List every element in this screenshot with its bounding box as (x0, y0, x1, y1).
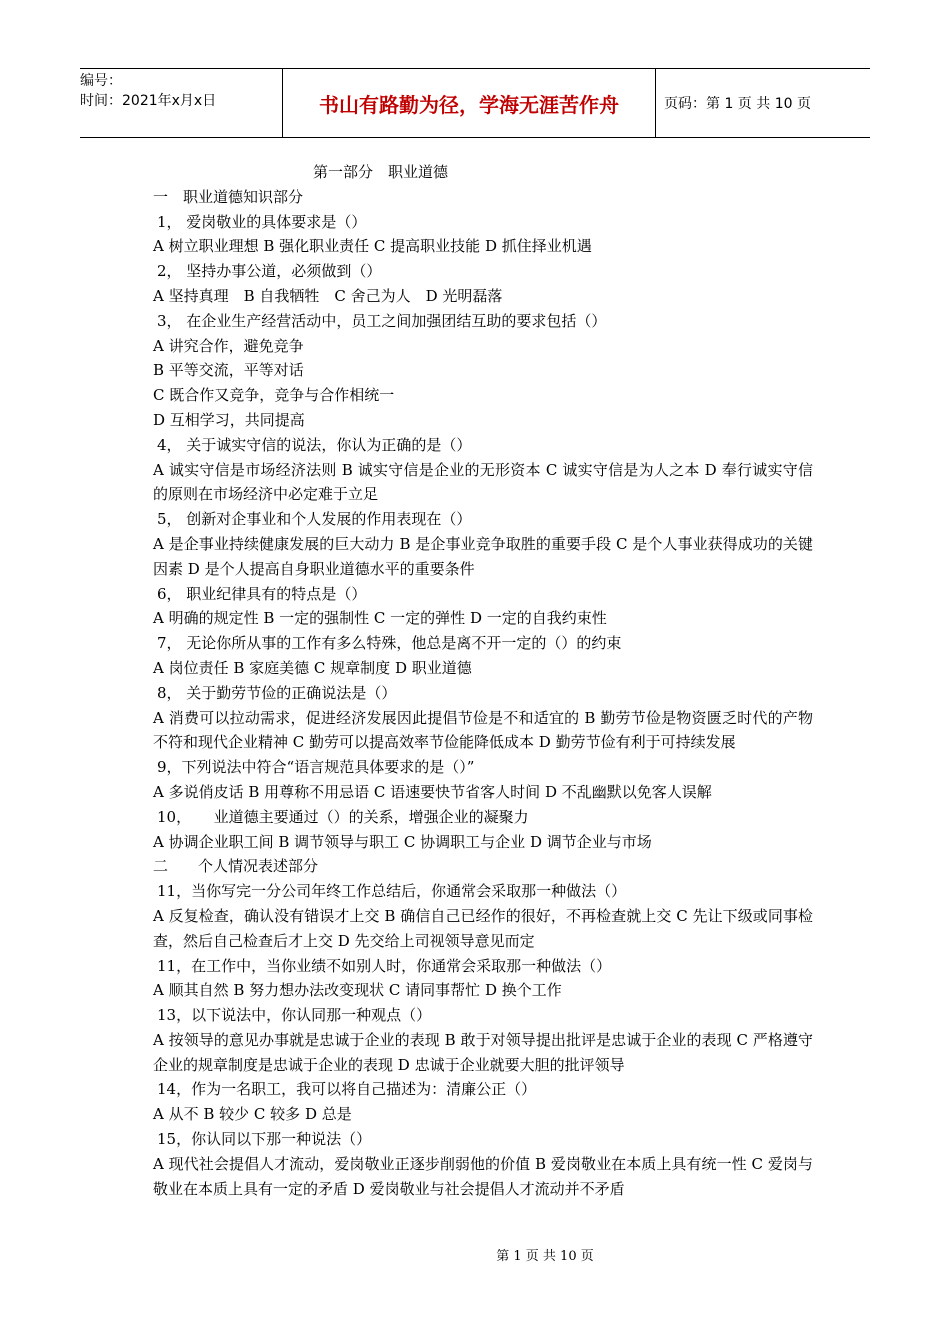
text-line: A 岗位责任 B 家庭美德 C 规章制度 D 职业道德 (153, 658, 472, 677)
answer-options-paragraph: A 反复检查，确认没有错误才上交 B 确信自己已经作的很好，不再检查就上交 C 先让下级或同事检查，然后自己检查后才上交 D 先交给上司视领导意见而定 (153, 906, 813, 950)
question-text: 14，作为一名职工，我可以将自己描述为：清廉公正（） (157, 1080, 537, 1099)
document-number-label: 编号： (80, 73, 122, 89)
text-line: D 互相学习，共同提高 (153, 410, 305, 429)
question-text: 10， 业道德主要通过（）的关系，增强企业的凝聚力 (157, 807, 529, 826)
question-text: 11，当你写完一分公司年终工作总结后，你通常会采取那一种做法（） (157, 882, 627, 901)
header-motto: 书山有路勤为径，学海无涯苦作舟 (283, 69, 656, 137)
question-text: 2， 坚持办事公道，必须做到（） (157, 262, 382, 281)
question-text: 3， 在企业生产经营活动中，员工之间加强团结互助的要求包括（） (157, 311, 607, 330)
answer-options-paragraph: A 是企事业持续健康发展的巨大动力 B 是企事业竞争取胜的重要手段 C 是个人事业获得成功的关键因素 D 是个人提高自身职业道德水平的重要条件 (153, 534, 813, 578)
question-list (153, 185, 813, 1202)
text-line: A 坚持真理 B 自我牺牲 C 舍己为人 D 光明磊落 (153, 286, 503, 305)
text-line: A 从不 B 较少 C 较多 D 总是 (153, 1105, 352, 1124)
document-date-label: 时间：2021年x月x日 (80, 93, 217, 109)
question-text: 13，以下说法中，你认同那一种观点（） (157, 1006, 432, 1025)
text-line: B 平等交流，平等对话 (153, 361, 304, 380)
text-line: A 讲究合作，避免竞争 (153, 336, 304, 355)
text-line: C 既合作又竞争，竞争与合作相统一 (153, 386, 395, 405)
question-text: 1， 爱岗敬业的具体要求是（） (157, 212, 367, 231)
document-body (153, 160, 813, 1201)
question-text: 15，你认同以下那一种说法（） (157, 1130, 372, 1149)
page-footer: 第 1 页 共 10 页 (496, 1249, 594, 1264)
header-page-info: 页码：第 1 页 共 10 页 (664, 96, 811, 112)
question-text: 4， 关于诚实守信的说法，你认为正确的是（） (157, 435, 472, 454)
answer-options-paragraph: A 按领导的意见办事就是忠诚于企业的表现 B 敢于对领导提出批评是忠诚于企业的表现 C 严格遵守企业的规章制度是忠诚于企业的表现 D 忠诚于企业就要大胆的批评领导 (153, 1030, 813, 1074)
header-meta (80, 69, 283, 137)
question-text: 11，在工作中，当你业绩不如别人时，你通常会采取那一种做法（） (157, 956, 612, 975)
text-line: A 树立职业理想 B 强化职业责任 C 提高职业技能 D 抓住择业机遇 (153, 237, 592, 256)
question-text: 8， 关于勤劳节俭的正确说法是（） (157, 683, 397, 702)
text-line: A 明确的规定性 B 一定的强制性 C 一定的弹性 D 一定的自我约束性 (153, 609, 607, 628)
text-line: A 协调企业职工间 B 调节领导与职工 C 协调职工与企业 D 调节企业与市场 (153, 832, 652, 851)
page-header (80, 68, 870, 138)
answer-options-paragraph: A 诚实守信是市场经济法则 B 诚实守信是企业的无形资本 C 诚实守信是为人之本 D 奉行诚实守信的原则在市场经济中必定难于立足 (153, 460, 813, 504)
text-line: 二 个人情况表述部分 (153, 857, 319, 876)
question-text: 6， 职业纪律具有的特点是（） (157, 584, 367, 603)
question-text: 7， 无论你所从事的工作有多么特殊，他总是离不开一定的（）的约束 (157, 634, 622, 653)
section-title: 第一部分 职业道德 (313, 163, 449, 181)
text-line: A 顺其自然 B 努力想办法改变现状 C 请同事帮忙 D 换个工作 (153, 981, 562, 1000)
question-text: 5， 创新对企事业和个人发展的作用表现在（） (157, 510, 472, 529)
answer-options-paragraph: A 现代社会提倡人才流动，爱岗敬业正逐步削弱他的价值 B 爱岗敬业在本质上具有统一性 C 爱岗与敬业在本质上具有一定的矛盾 D 爱岗敬业与社会提倡人才流动并不矛盾 (153, 1154, 813, 1198)
text-line: A 多说俏皮话 B 用尊称不用忌语 C 语速要快节省客人时间 D 不乱幽默以免客人误解 (153, 782, 712, 801)
text-line: 一 职业道德知识部分 (153, 187, 304, 206)
question-text: 9，下列说法中符合“语言规范具体要求的是（）” (157, 758, 475, 777)
answer-options-paragraph: A 消费可以拉动需求，促进经济发展因此提倡节俭是不和适宜的 B 勤劳节俭是物资匮乏时代的产物不符和现代企业精神 C 勤劳可以提高效率节俭能降低成本 D 勤劳节俭有利于可持续发展 (153, 708, 813, 752)
